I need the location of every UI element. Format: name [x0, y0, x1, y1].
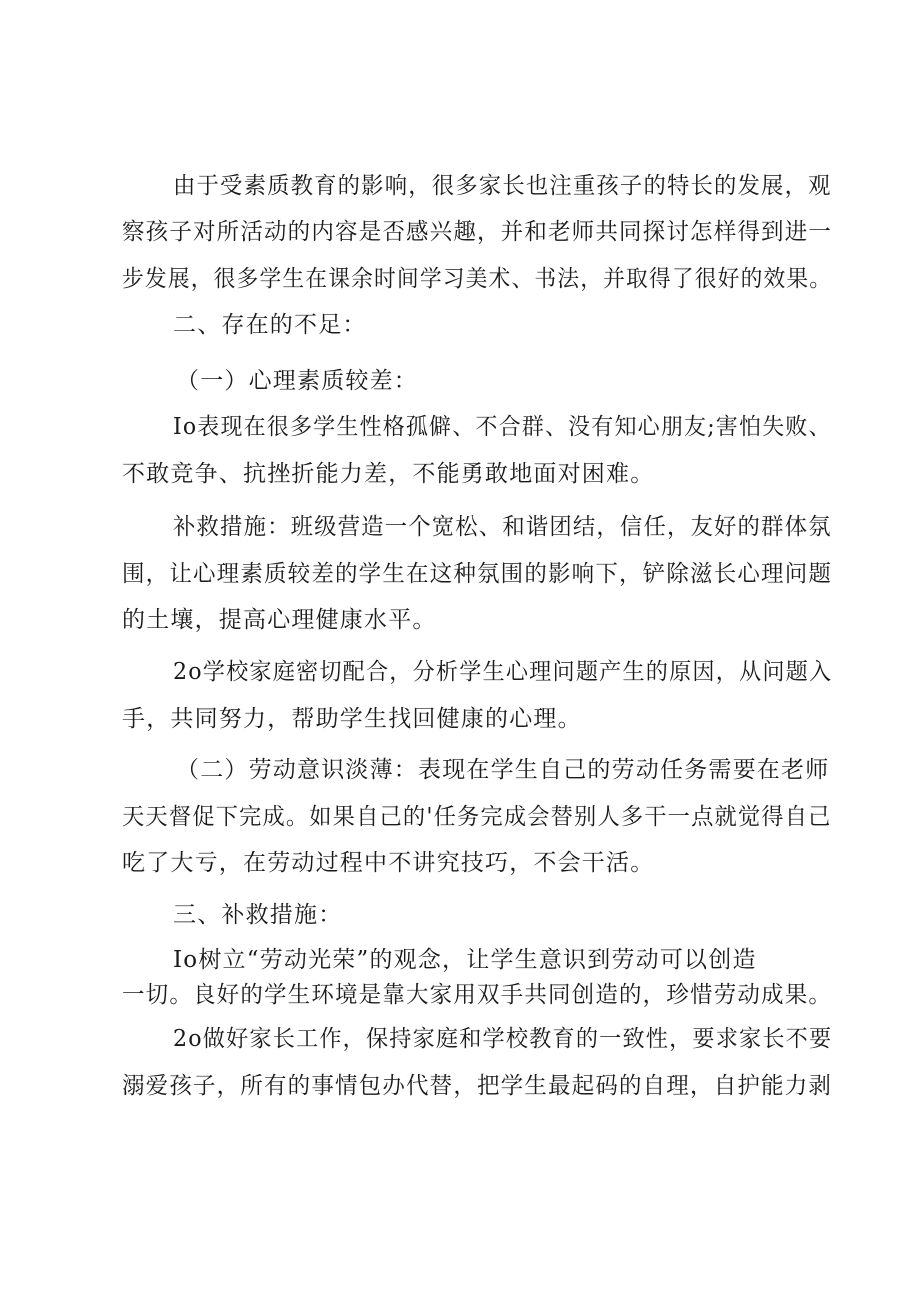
- paragraph-line: 天天督促下完成。如果自己的'任务完成会替别人多干一点就觉得自己: [122, 804, 832, 830]
- paragraph-line: Io树立“劳动光荣”的观念，让学生意识到劳动可以创造: [173, 947, 757, 973]
- paragraph-line: 2o学校家庭密切配合，分析学生心理问题产生的原因，从问题入: [173, 659, 833, 685]
- section-heading: 二、存在的不足：: [173, 312, 367, 338]
- paragraph-line: 一切。良好的学生环境是靠大家用双手共同创造的，珍惜劳动成果。: [122, 982, 833, 1008]
- paragraph-line: 吃了大亏，在劳动过程中不讲究技巧，不会干活。: [122, 850, 655, 876]
- paragraph-line: 由于受素质教育的影响，很多家长也注重孩子的特长的发展，观: [173, 173, 832, 199]
- paragraph-line: 补救措施：班级营造一个宽松、和谐团结，信任，友好的群体氛: [173, 514, 832, 540]
- paragraph-line: 察孩子对所活动的内容是否感兴趣，并和老师共同探讨怎样得到进一: [122, 219, 833, 245]
- paragraph-line: 手，共同努力，帮助学生找回健康的心理。: [122, 706, 582, 732]
- paragraph-line: 的土壤，提高心理健康水平。: [122, 607, 437, 633]
- paragraph-line: 围，让心理素质较差的学生在这种氛围的影响下，铲除滋长心理问题: [122, 561, 833, 587]
- paragraph-line: Io表现在很多学生性格孤僻、不合群、没有知心朋友;害怕失败、: [173, 414, 832, 440]
- paragraph-line: 不敢竞争、抗挫折能力差，不能勇敢地面对困难。: [122, 461, 655, 487]
- subsection-heading: （一）心理素质较差：: [176, 368, 418, 394]
- paragraph-line: 溺爱孩子，所有的事情包办代替，把学生最起码的自理，自护能力剥: [122, 1073, 833, 1099]
- section-heading: 三、补救措施：: [173, 902, 343, 928]
- paragraph-line: 步发展，很多学生在课余时间学习美术、书法，并取得了很好的效果。: [122, 266, 833, 292]
- subsection-heading: （二）劳动意识淡薄：表现在学生自己的劳动任务需要在老师: [176, 757, 830, 783]
- paragraph-line: 2o做好家长工作，保持家庭和学校教育的一致性，要求家长不要: [173, 1026, 833, 1052]
